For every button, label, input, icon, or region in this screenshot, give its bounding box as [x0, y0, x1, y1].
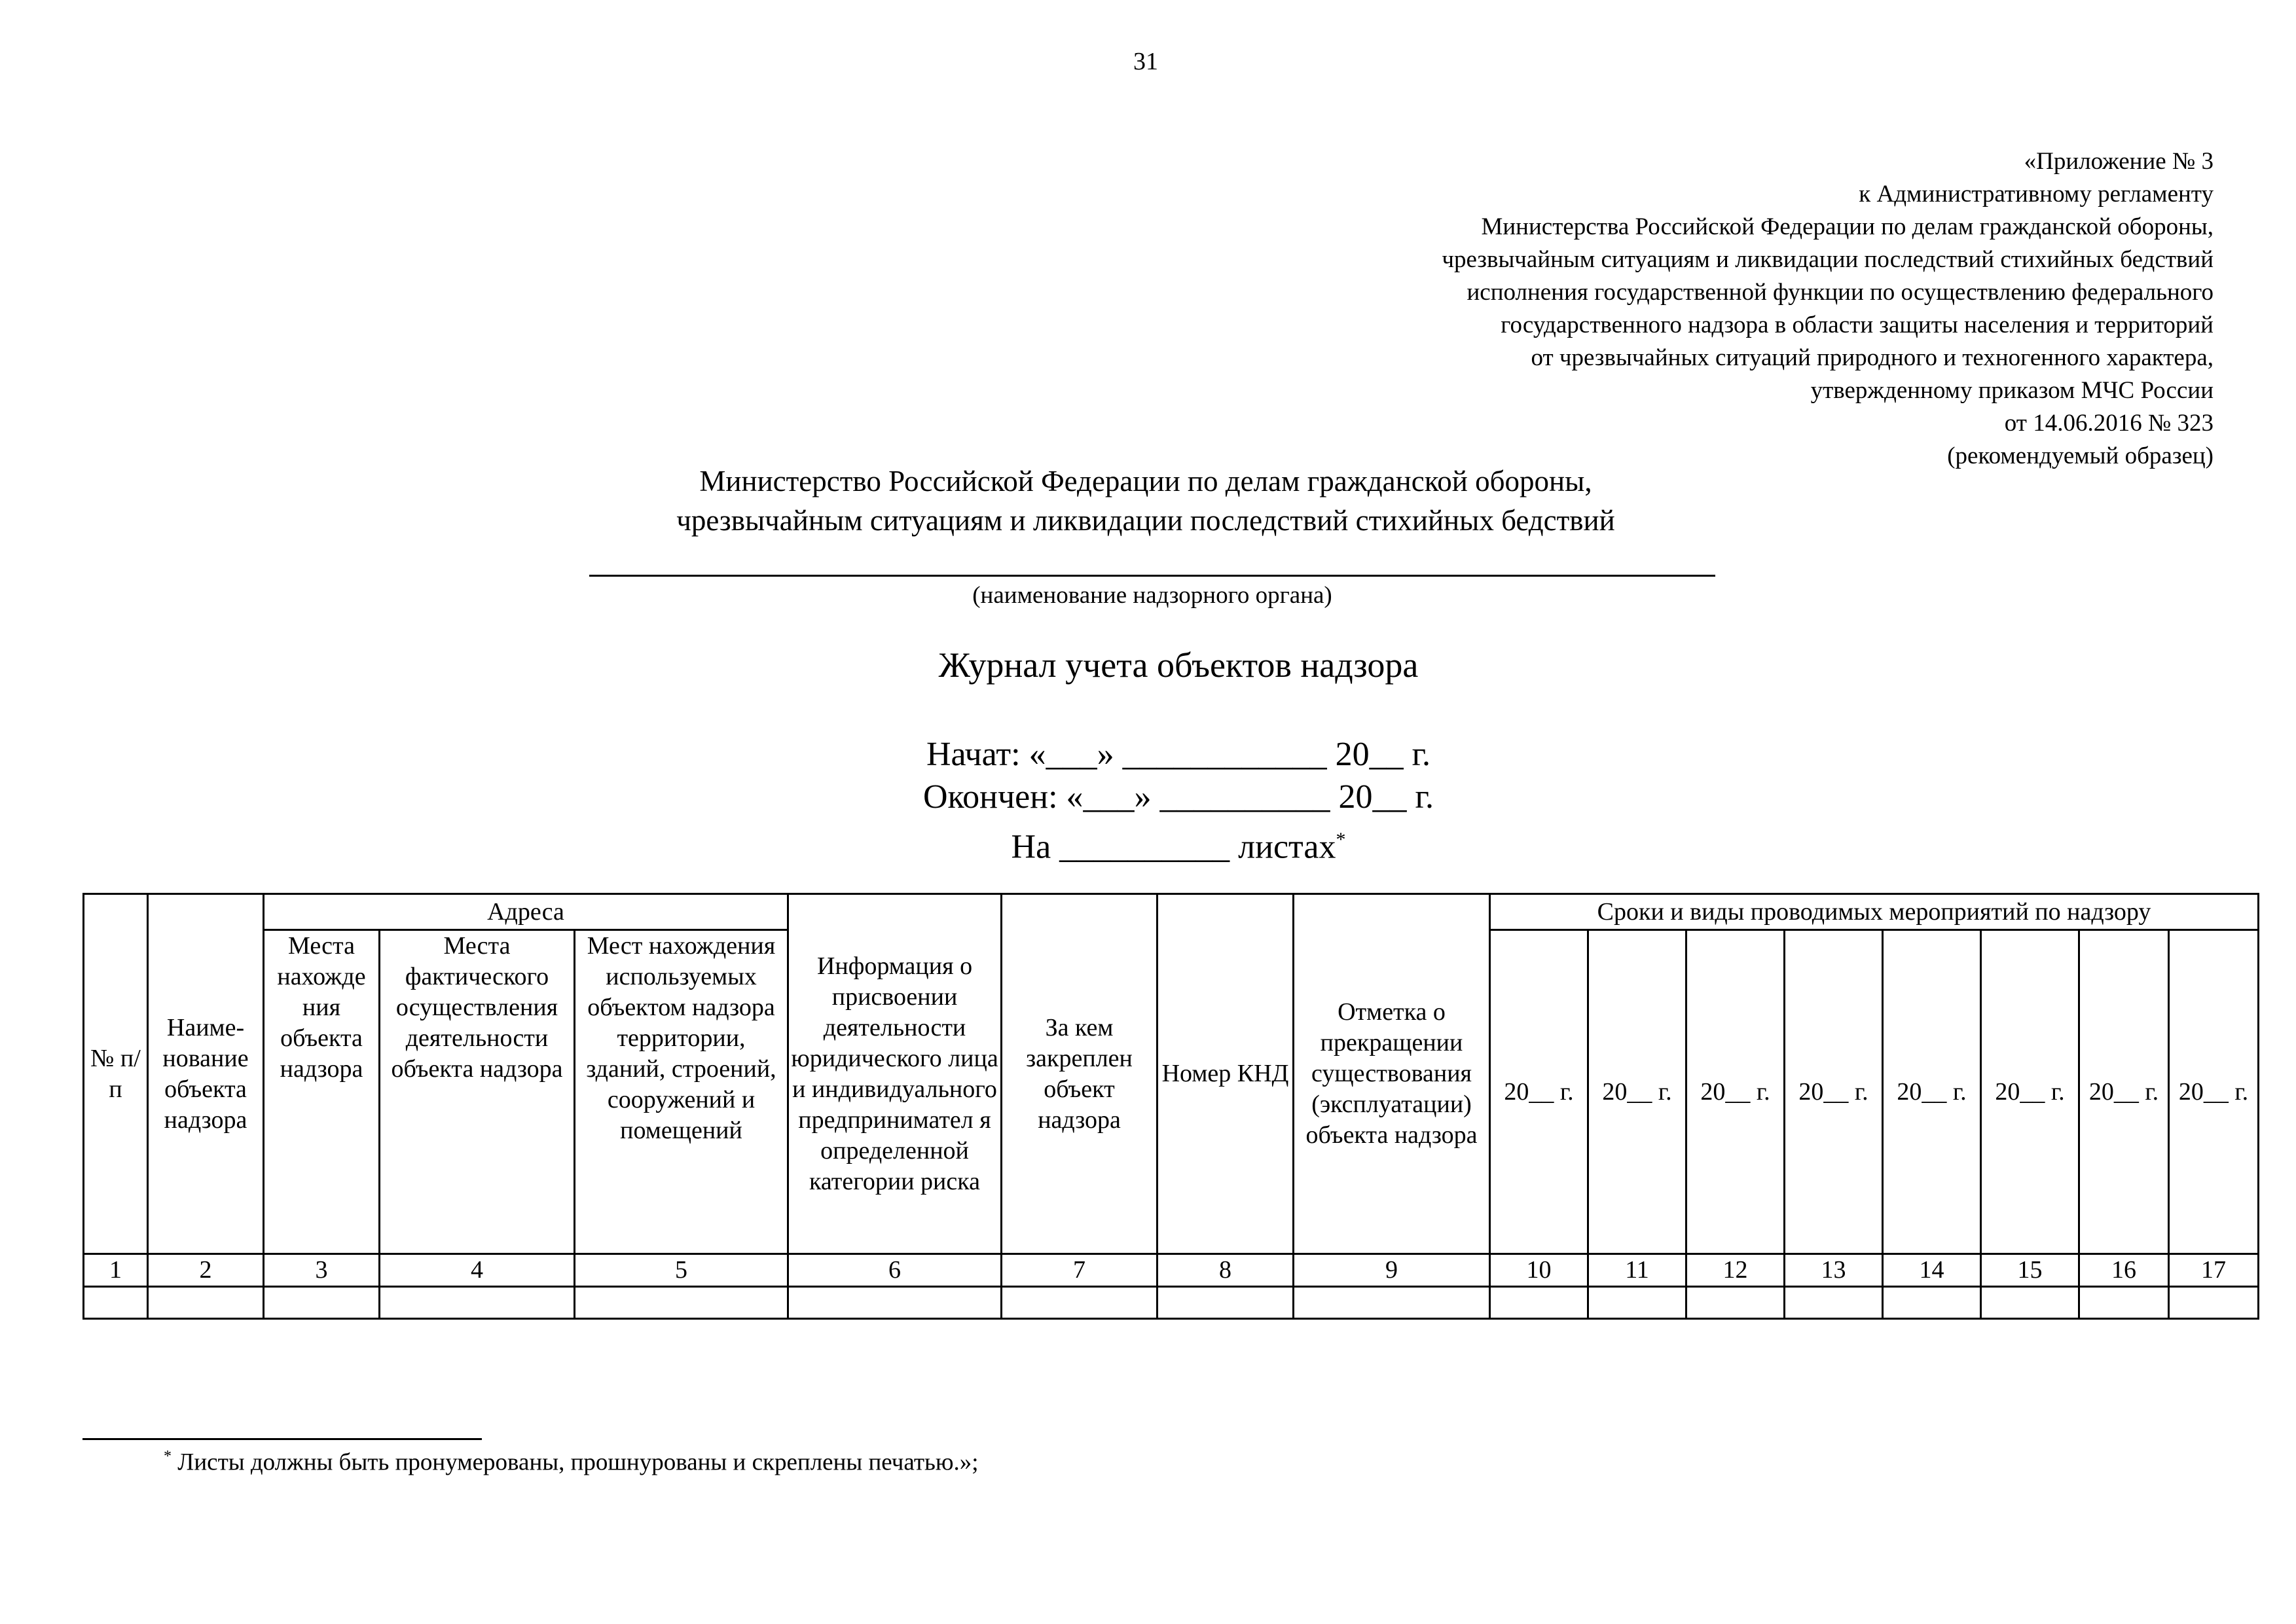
page-number: 31	[1133, 48, 1158, 75]
header-year: 20__ г.	[1981, 930, 2079, 1254]
header-no: № п/п	[84, 894, 148, 1254]
header-year: 20__ г.	[2169, 930, 2259, 1254]
footnote-text: Листы должны быть пронумерованы, прошнурованы и скреплены печатью.»;	[177, 1449, 979, 1476]
column-number: 5	[575, 1254, 788, 1287]
empty-cell	[1490, 1287, 1588, 1319]
column-number: 16	[2079, 1254, 2169, 1287]
appendix-line: Министерства Российской Федерации по делам гражданской обороны,	[1481, 213, 2214, 240]
ministry-heading	[458, 461, 1833, 540]
column-number: 1	[84, 1254, 148, 1287]
header-termination-mark: Отметка о прекращении существования (эксплуатации) объекта надзора	[1294, 894, 1490, 1254]
empty-cell	[1002, 1287, 1157, 1319]
empty-cell	[1686, 1287, 1785, 1319]
column-number: 3	[264, 1254, 380, 1287]
sheets-text: На __________ листах	[1011, 828, 1336, 866]
appendix-line: исполнения государственной функции по осуществлению федерального	[1467, 279, 2214, 306]
sheets-line	[655, 818, 1702, 868]
sheets-footnote-mark: *	[1336, 829, 1346, 850]
empty-cell	[2169, 1287, 2259, 1319]
column-number: 4	[380, 1254, 575, 1287]
column-number: 12	[1686, 1254, 1785, 1287]
column-number: 15	[1981, 1254, 2079, 1287]
empty-cell	[1981, 1287, 2079, 1319]
ended-line: Окончен: «___» __________ 20__ г.	[923, 778, 1434, 816]
objects-journal-table	[82, 893, 2259, 1320]
column-number: 7	[1002, 1254, 1157, 1287]
footnote-mark: *	[164, 1448, 172, 1465]
header-object-name: Наиме-нование объекта надзора	[148, 894, 264, 1254]
appendix-header	[1166, 145, 2214, 473]
empty-cell	[380, 1287, 575, 1319]
header-knd-number: Номер КНД	[1157, 894, 1294, 1254]
appendix-line: от чрезвычайных ситуаций природного и техногенного характера,	[1531, 344, 2214, 371]
column-number: 11	[1588, 1254, 1686, 1287]
journal-title: Журнал учета объектов надзора	[938, 645, 1419, 685]
header-year: 20__ г.	[1785, 930, 1883, 1254]
empty-cell	[264, 1287, 380, 1319]
column-number: 13	[1785, 1254, 1883, 1287]
empty-cell	[2079, 1287, 2169, 1319]
header-year: 20__ г.	[1490, 930, 1588, 1254]
column-number: 14	[1883, 1254, 1981, 1287]
header-addr-territory: Мест нахождения используемых объектом надзора территории, зданий, строений, сооружений и помещений	[575, 930, 788, 1254]
column-number: 8	[1157, 1254, 1294, 1287]
header-year: 20__ г.	[1883, 930, 1981, 1254]
header-year: 20__ г.	[1686, 930, 1785, 1254]
empty-cell	[788, 1287, 1002, 1319]
footnote-separator	[82, 1438, 482, 1440]
header-risk-category: Информация о присвоении деятельности юридического лица и индивидуального предпринимател я определенной категории риска	[788, 894, 1002, 1254]
column-number: 9	[1294, 1254, 1490, 1287]
header-addr-location: Места нахожде ния объекта надзора	[264, 930, 380, 1254]
appendix-line: государственного надзора в области защиты населения и территорий	[1501, 312, 2214, 338]
column-number: 17	[2169, 1254, 2259, 1287]
empty-cell	[148, 1287, 264, 1319]
header-year: 20__ г.	[1588, 930, 1686, 1254]
header-addresses: Адреса	[264, 894, 788, 930]
appendix-line: (рекомендуемый образец)	[1947, 442, 2214, 469]
empty-cell	[1883, 1287, 1981, 1319]
empty-cell	[575, 1287, 788, 1319]
column-number: 10	[1490, 1254, 1588, 1287]
ministry-line: Министерство Российской Федерации по делам гражданской обороны,	[699, 465, 1592, 497]
header-addr-activity: Места фактического осуществления деятельности объекта надзора	[380, 930, 575, 1254]
column-number: 6	[788, 1254, 1002, 1287]
footnote	[164, 1448, 1473, 1476]
empty-cell	[1588, 1287, 1686, 1319]
appendix-line: чрезвычайным ситуациям и ликвидации последствий стихийных бедствий	[1442, 246, 2214, 273]
ministry-line: чрезвычайным ситуациям и ликвидации последствий стихийных бедствий	[676, 504, 1615, 537]
header-assigned-to: За кем закреплен объект надзора	[1002, 894, 1157, 1254]
empty-cell	[1157, 1287, 1294, 1319]
started-line: Начат: «___» ____________ 20__ г.	[926, 736, 1431, 773]
empty-cell	[1294, 1287, 1490, 1319]
org-name-caption: (наименование надзорного органа)	[972, 582, 1332, 609]
appendix-line: утвержденному приказом МЧС России	[1810, 377, 2214, 404]
column-number: 2	[148, 1254, 264, 1287]
header-inspection-terms: Сроки и виды проводимых мероприятий по надзору	[1490, 894, 2259, 930]
org-name-line	[589, 575, 1715, 577]
journal-dates	[655, 733, 1702, 868]
appendix-line: «Приложение № 3	[2024, 148, 2214, 175]
appendix-line: от 14.06.2016 № 323	[2004, 410, 2214, 437]
empty-cell	[1785, 1287, 1883, 1319]
appendix-line: к Административному регламенту	[1859, 181, 2214, 208]
header-year: 20__ г.	[2079, 930, 2169, 1254]
empty-cell	[84, 1287, 148, 1319]
